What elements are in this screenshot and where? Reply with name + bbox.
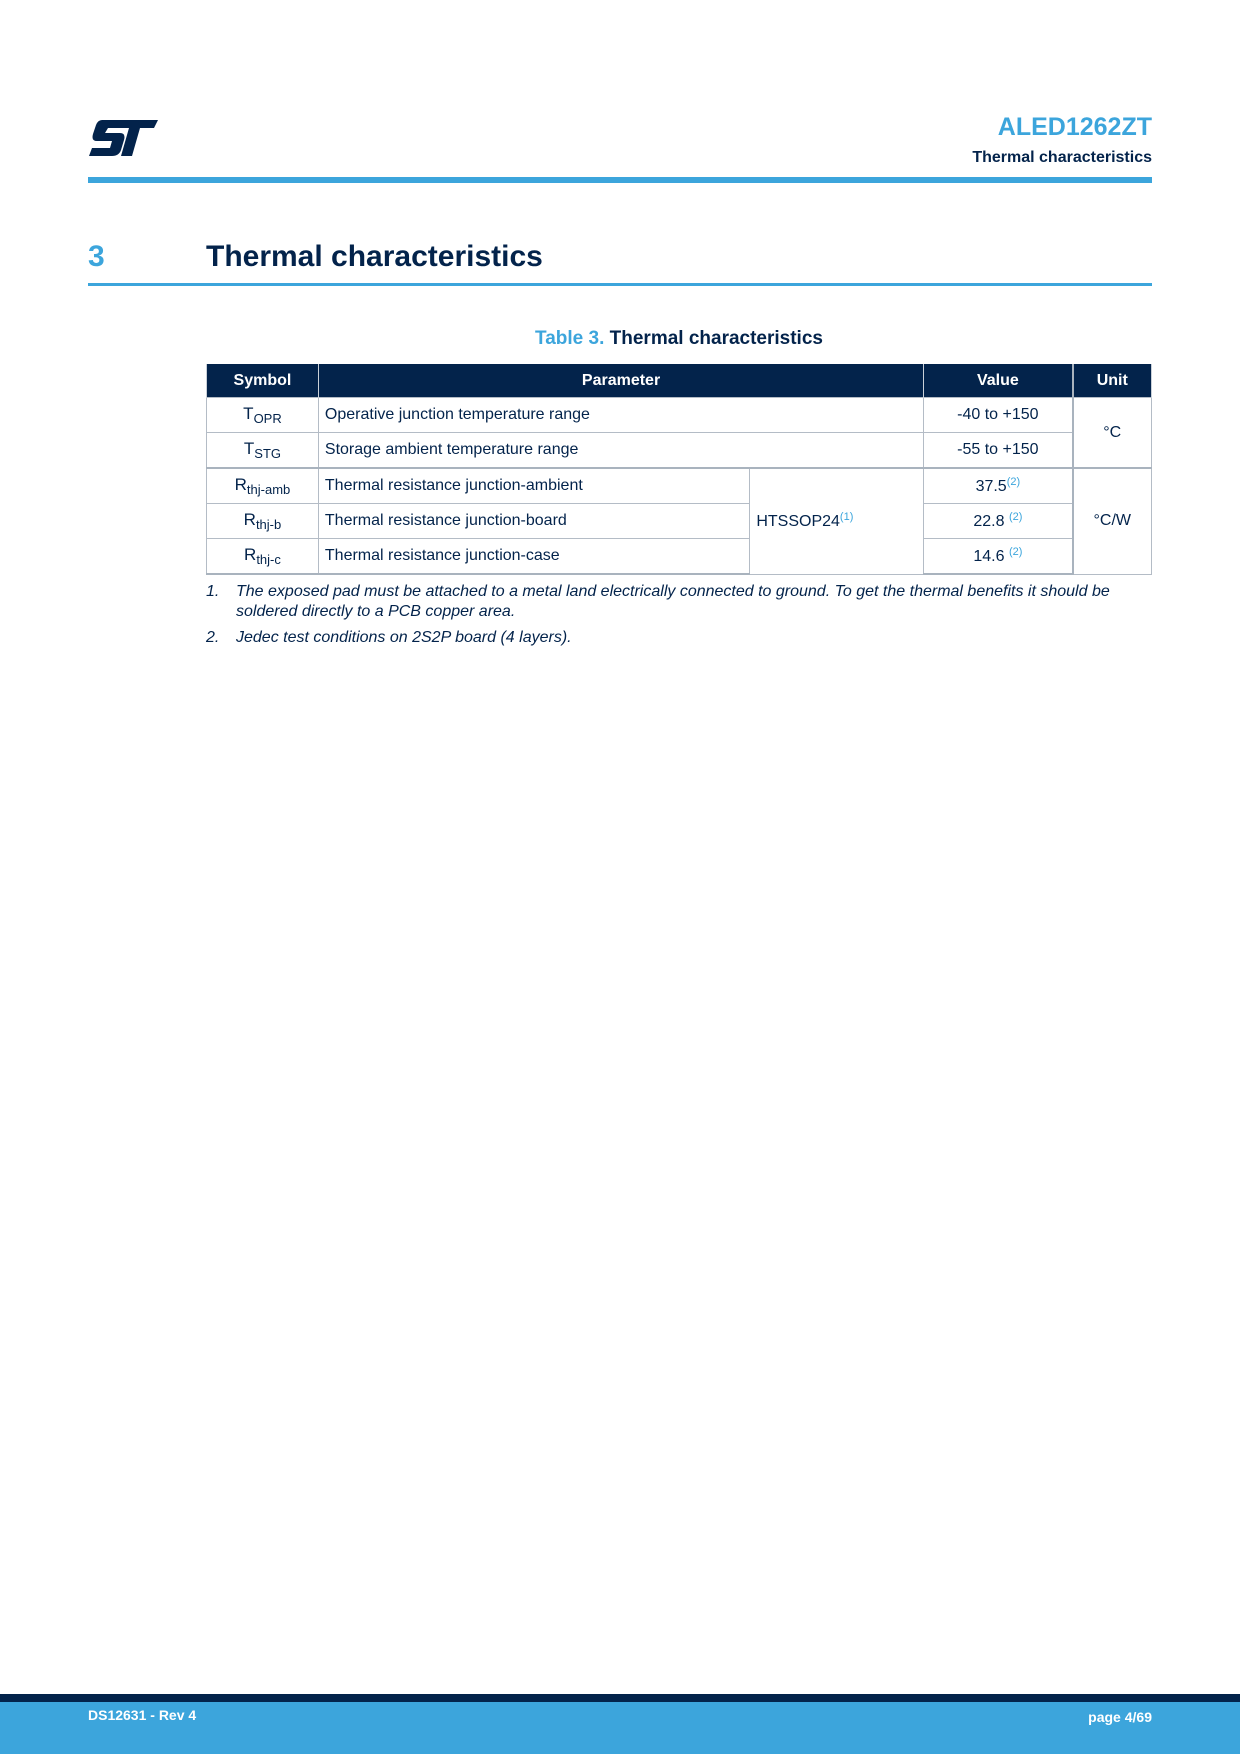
symbol-base: R <box>243 510 256 529</box>
section-divider <box>88 283 1152 286</box>
section-title: Thermal characteristics <box>206 240 543 273</box>
footer-dark-band <box>0 1694 1240 1702</box>
value-text: 14.6 <box>973 548 1009 565</box>
symbol-base: R <box>244 545 257 564</box>
symbol-cell <box>207 504 319 539</box>
footnote-item <box>206 628 1152 648</box>
footnote-ref: (2) <box>1006 476 1021 488</box>
unit-cell-resistance: °C/W <box>1073 468 1152 574</box>
document-subtitle: Thermal characteristics <box>972 149 1152 166</box>
table-row <box>207 433 1152 469</box>
unit-cell-temperature: °C <box>1073 398 1152 469</box>
value-text: -40 to +150 <box>957 406 1039 423</box>
parameter-cell: Thermal resistance junction-ambient <box>318 468 749 504</box>
symbol-cell <box>207 398 319 433</box>
table-row <box>207 539 1152 575</box>
table-footnotes <box>206 582 1152 654</box>
value-text: -55 to +150 <box>957 441 1039 458</box>
footnote-item <box>206 582 1152 622</box>
symbol-cell <box>207 433 319 469</box>
value-cell <box>924 433 1073 469</box>
footnote-number: 2. <box>206 629 220 646</box>
column-header-unit: Unit <box>1073 364 1152 398</box>
value-text: 22.8 <box>973 513 1009 530</box>
thermal-characteristics-table <box>206 364 1152 575</box>
symbol-subscript: thj-b <box>255 517 282 532</box>
column-header-symbol: Symbol <box>207 364 319 398</box>
footer-page-number: page 4/69 <box>1088 1709 1152 1725</box>
footer-document-id: DS12631 - Rev 4 <box>88 1707 197 1723</box>
table-row <box>207 398 1152 433</box>
st-logo-icon <box>88 118 160 158</box>
symbol-cell <box>207 468 319 504</box>
parameter-cell: Thermal resistance junction-case <box>318 539 749 575</box>
value-cell <box>924 398 1073 433</box>
symbol-base: T <box>243 404 254 423</box>
value-cell <box>924 504 1073 539</box>
footnote-ref: (2) <box>1008 511 1023 523</box>
symbol-subscript: thj-amb <box>246 482 291 497</box>
value-cell <box>924 468 1073 504</box>
symbol-base: R <box>234 475 247 494</box>
section-number: 3 <box>88 240 105 273</box>
header-divider <box>88 177 1152 183</box>
footnote-text: Jedec test conditions on 2S2P board (4 layers). <box>236 629 572 646</box>
footnote-number: 1. <box>206 583 220 600</box>
symbol-cell <box>207 539 319 575</box>
table-caption <box>206 328 1152 350</box>
parameter-cell: Storage ambient temperature range <box>318 433 923 469</box>
symbol-subscript: STG <box>254 446 282 461</box>
document-title: ALED1262ZT <box>997 113 1152 141</box>
parameter-cell: Operative junction temperature range <box>318 398 923 433</box>
footnote-ref: (1) <box>839 511 854 524</box>
table-row <box>207 468 1152 504</box>
column-header-parameter: Parameter <box>318 364 923 398</box>
value-text: 37.5 <box>975 478 1007 495</box>
package-cell <box>750 468 924 574</box>
package-text: HTSSOP24 <box>756 513 840 531</box>
parameter-cell: Thermal resistance junction-board <box>318 504 749 539</box>
footnote-ref: (2) <box>1008 546 1023 558</box>
table-caption-number: Table 3. <box>535 328 605 349</box>
table-header-row <box>207 364 1152 398</box>
symbol-subscript: OPR <box>253 411 282 426</box>
column-header-value: Value <box>924 364 1073 398</box>
value-cell <box>924 539 1073 575</box>
table-caption-title: Thermal characteristics <box>609 328 823 349</box>
footnote-text: The exposed pad must be attached to a metal land electrically connected to ground. To get the thermal benefits it should be soldered directly to a PCB copper area. <box>236 583 1110 620</box>
table-row <box>207 504 1152 539</box>
symbol-subscript: thj-c <box>256 552 281 567</box>
symbol-base: T <box>243 439 255 458</box>
